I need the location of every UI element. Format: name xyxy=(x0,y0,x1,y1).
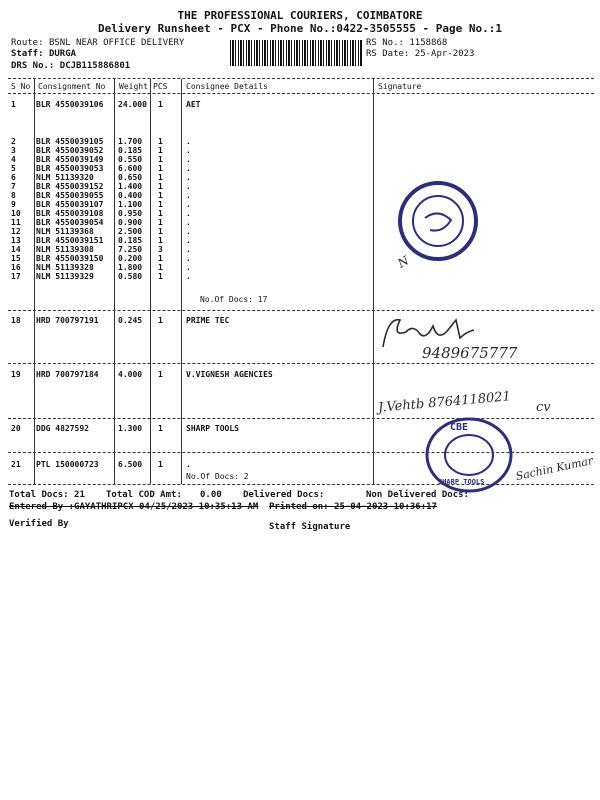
row-sno: 13 xyxy=(11,236,21,245)
row-weight: 4.000 xyxy=(118,370,143,379)
row-weight: 0.950 xyxy=(118,209,143,218)
row-pcs: 1 xyxy=(158,227,163,236)
row-consignment: BLR 4550039108 xyxy=(36,209,104,218)
row-weight: 2.500 xyxy=(118,227,143,236)
row-sno: 19 xyxy=(11,370,21,379)
row-weight: 0.400 xyxy=(118,191,143,200)
group1-rule xyxy=(8,310,594,311)
row-sno: 18 xyxy=(11,316,21,325)
rs-no-label: RS No.: xyxy=(366,38,404,48)
row-pcs: 1 xyxy=(158,146,163,155)
row-pcs: 3 xyxy=(158,245,163,254)
row-pcs: 1 xyxy=(158,316,163,325)
delivered-docs: Delivered Docs: xyxy=(243,490,325,500)
row-weight: 1.700 xyxy=(118,137,143,146)
row-consignment: BLR 4550039105 xyxy=(36,137,104,146)
row-pcs: 1 xyxy=(158,236,163,245)
row-pcs: 1 xyxy=(158,209,163,218)
runsheet-title: Delivery Runsheet - PCX - Phone No.:0422-3505555 - Page No.:1 xyxy=(98,22,502,35)
row-consignee: PRIME TEC xyxy=(186,316,230,325)
row-pcs: 1 xyxy=(158,164,163,173)
group2-rule xyxy=(8,363,594,364)
row-consignment: NLM 51139368 xyxy=(36,227,94,236)
row-consignee: . xyxy=(186,164,191,173)
row-sno: 16 xyxy=(11,263,21,272)
row-consignee: . xyxy=(186,254,191,263)
row-consignment: NLM 51139329 xyxy=(36,272,94,281)
row-consignee: . xyxy=(186,272,191,281)
rs-date-label: RS Date: xyxy=(366,49,410,59)
row-pcs: 1 xyxy=(158,155,163,164)
row-pcs: 1 xyxy=(158,200,163,209)
company-title: THE PROFESSIONAL COURIERS, COIMBATORE xyxy=(177,9,423,22)
row-weight: 1.800 xyxy=(118,263,143,272)
row-consignment: BLR 4550039055 xyxy=(36,191,104,200)
staff-label: Staff: xyxy=(11,49,44,59)
row-sno: 17 xyxy=(11,272,21,281)
row-sno: 1 xyxy=(11,100,16,109)
row-weight: 0.200 xyxy=(118,254,143,263)
total-cod-label: Total COD Amt: xyxy=(106,490,182,500)
row-pcs: 1 xyxy=(158,191,163,200)
row-weight: 0.185 xyxy=(118,146,143,155)
row-pcs: 1 xyxy=(158,254,163,263)
stamp-sharp-tools-text: SHARP TOOLS xyxy=(438,478,485,486)
row-consignment: BLR 4550039152 xyxy=(36,182,104,191)
group1-doc-count: No.Of Docs: 17 xyxy=(200,295,268,304)
route-line xyxy=(11,38,184,48)
row-consignee: SHARP TOOLS xyxy=(186,424,239,433)
row-sno: 8 xyxy=(11,191,16,200)
row-pcs: 1 xyxy=(158,218,163,227)
row-consignee: . xyxy=(186,460,191,469)
row-consignee: . xyxy=(186,137,191,146)
route-label: Route: xyxy=(11,38,44,48)
rs-date-value: 25-Apr-2023 xyxy=(414,49,475,59)
row-sno: 3 xyxy=(11,146,16,155)
table-header-rule xyxy=(8,93,594,94)
barcode xyxy=(230,40,362,66)
staff-line xyxy=(11,49,76,59)
verified-by: Verified By xyxy=(9,519,69,529)
row-consignee: V.VIGNESH AGENCIES xyxy=(186,370,273,379)
row-consignment: BLR 4550039149 xyxy=(36,155,104,164)
row-consignment: BLR 4550039054 xyxy=(36,218,104,227)
table-row xyxy=(0,370,600,380)
row-sno: 21 xyxy=(11,460,21,469)
row-consignment: HRD 700797191 xyxy=(36,316,99,325)
row-pcs: 1 xyxy=(158,182,163,191)
row-consignment: NLM 51139328 xyxy=(36,263,94,272)
row-consignee: . xyxy=(186,263,191,272)
signature-row19: J.Vehtb 8764118021 xyxy=(377,389,512,416)
total-cod-value: 0.00 xyxy=(200,490,222,500)
printed-on: Printed on: 25-04-2023 10:36:17 xyxy=(269,502,437,512)
company-stamp xyxy=(395,178,481,264)
col-pcs: PCS xyxy=(153,82,168,91)
row-consignment: BLR 4550039107 xyxy=(36,200,104,209)
rs-no-value: 1158868 xyxy=(409,38,448,48)
row-consignment: BLR 4550039151 xyxy=(36,236,104,245)
table-row xyxy=(0,316,600,326)
col-signature: Signature xyxy=(378,82,422,91)
row-pcs: 1 xyxy=(158,263,163,272)
row-sno: 14 xyxy=(11,245,21,254)
row-sno: 6 xyxy=(11,173,16,182)
row-consignment: BLR 4550039106 xyxy=(36,100,104,109)
row-weight: 0.550 xyxy=(118,155,143,164)
row-weight: 0.650 xyxy=(118,173,143,182)
row-pcs: 1 xyxy=(158,460,163,469)
row-pcs: 1 xyxy=(158,137,163,146)
rs-no-line xyxy=(366,38,447,48)
total-docs: Total Docs: 21 xyxy=(9,490,85,500)
row-weight: 0.900 xyxy=(118,218,143,227)
row-consignment: PTL 150000723 xyxy=(36,460,99,469)
signature-row19-mark: cv xyxy=(536,400,551,415)
drs-value: DCJB115886801 xyxy=(59,61,131,71)
row-consignee: . xyxy=(186,155,191,164)
entered-by: Entered By :GAYATHRIPCX 04/25/2023 10:35:13 AM xyxy=(9,502,259,512)
row-consignee: . xyxy=(186,146,191,155)
row-consignment: BLR 4550039150 xyxy=(36,254,104,263)
row-consignee: . xyxy=(186,191,191,200)
row-weight: 1.100 xyxy=(118,200,143,209)
row-consignment: NLM 51139320 xyxy=(36,173,94,182)
row-consignee: . xyxy=(186,200,191,209)
row-sno: 5 xyxy=(11,164,16,173)
row-sno: 15 xyxy=(11,254,21,263)
row-weight: 6.500 xyxy=(118,460,143,469)
row-weight: 6.600 xyxy=(118,164,143,173)
signature-row21: Sachin Kumar xyxy=(514,453,595,484)
group5-doc-count: No.Of Docs: 2 xyxy=(186,472,249,481)
row-consignment: DDG 4827592 xyxy=(36,424,89,433)
row-consignee: . xyxy=(186,236,191,245)
row-consignee: . xyxy=(186,173,191,182)
row-pcs: 1 xyxy=(158,100,163,109)
row-sno: 2 xyxy=(11,137,16,146)
drs-label: DRS No.: xyxy=(11,61,55,71)
row-pcs: 1 xyxy=(158,272,163,281)
row-sno: 10 xyxy=(11,209,21,218)
staff-signature: Staff Signature xyxy=(269,522,351,532)
row-weight: 0.580 xyxy=(118,272,143,281)
row-pcs: 1 xyxy=(158,424,163,433)
row-sno: 7 xyxy=(11,182,16,191)
table-row xyxy=(0,272,600,282)
row-weight: 0.245 xyxy=(118,316,143,325)
drs-line xyxy=(11,61,130,71)
col-sno: S No xyxy=(11,82,31,91)
row-sno: 11 xyxy=(11,218,21,227)
row-pcs: 1 xyxy=(158,370,163,379)
staff-value: DURGA xyxy=(48,49,77,59)
col-weight: Weight xyxy=(119,82,148,91)
row-weight: 0.185 xyxy=(118,236,143,245)
table-top-rule xyxy=(8,78,594,79)
row-consignment: HRD 700797184 xyxy=(36,370,99,379)
stamp-scribble: N xyxy=(395,253,412,271)
non-delivered-docs: Non Delivered Docs: xyxy=(366,490,469,500)
row-weight: 1.300 xyxy=(118,424,143,433)
row-weight: 24.000 xyxy=(118,100,147,109)
row-consignee: . xyxy=(186,227,191,236)
row-consignee: AET xyxy=(186,100,201,109)
signature-row18-phone: 9489675777 xyxy=(422,344,518,362)
row-sno: 4 xyxy=(11,155,16,164)
stamp-cbe-text: CBE xyxy=(450,422,469,433)
row-sno: 12 xyxy=(11,227,21,236)
row-weight: 1.400 xyxy=(118,182,143,191)
row-consignee: . xyxy=(186,182,191,191)
rs-date-line xyxy=(366,49,474,59)
row-consignee: . xyxy=(186,245,191,254)
row-pcs: 1 xyxy=(158,173,163,182)
route-value: BSNL NEAR OFFICE DELIVERY xyxy=(48,38,185,48)
row-consignment: BLR 4550039053 xyxy=(36,164,104,173)
table-row xyxy=(0,100,600,110)
row-weight: 7.250 xyxy=(118,245,143,254)
row-consignment: BLR 4550039052 xyxy=(36,146,104,155)
row-consignee: . xyxy=(186,218,191,227)
row-consignee: . xyxy=(186,209,191,218)
row-consignment: NLM 51139308 xyxy=(36,245,94,254)
col-consignment: Consignment No xyxy=(38,82,106,91)
row-sno: 9 xyxy=(11,200,16,209)
col-consignee: Consignee Details xyxy=(186,82,268,91)
row-sno: 20 xyxy=(11,424,21,433)
